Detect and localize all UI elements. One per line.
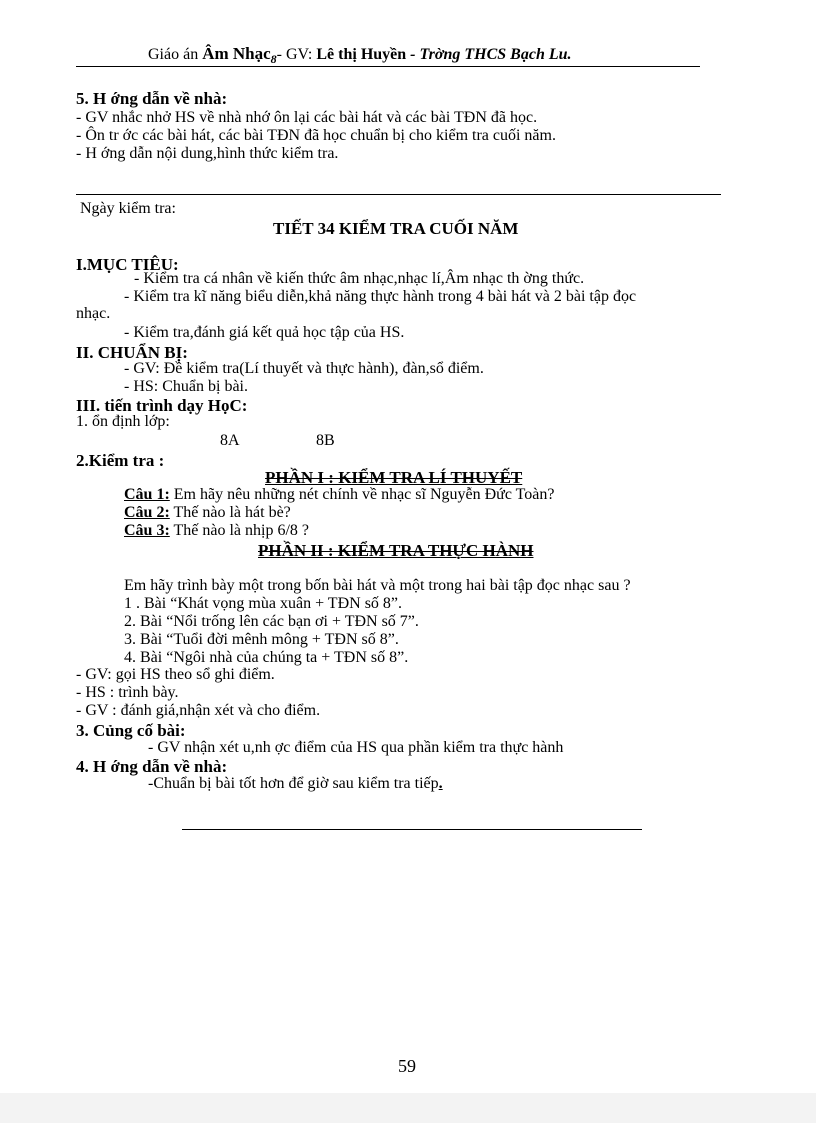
test-date-label: Ngày kiểm tra: bbox=[80, 200, 176, 217]
question-text: Thế nào là hát bè? bbox=[169, 504, 291, 521]
consolidation-text: - GV nhận xét u,nh ợc điểm của HS qua phần kiểm tra thực hành bbox=[148, 739, 564, 756]
step-check: 2.Kiểm tra : bbox=[76, 451, 165, 470]
question-3 bbox=[124, 523, 309, 539]
song-item: 2. Bài “Nổi trống lên các bạn ơi + TĐN số 7”. bbox=[124, 613, 419, 630]
question-label: Câu 1: bbox=[124, 486, 170, 503]
step-stabilize-label: 1. ổn định lớp: bbox=[76, 413, 170, 430]
question-text: Thế nào là nhịp 6/8 ? bbox=[169, 522, 310, 539]
prev-homework-line: - Ôn tr ớc các bài hát, các bài TĐN đã học chuẩn bị cho kiểm tra cuối năm. bbox=[76, 127, 556, 144]
question-label: Câu 3: bbox=[124, 522, 170, 539]
header-grade: 8 bbox=[270, 52, 277, 66]
question-text: Em hãy nêu những nét chính về nhạc sĩ Nguyễn Đức Toàn? bbox=[169, 486, 555, 503]
section-divider bbox=[76, 194, 721, 195]
activity-step: - HS : trình bày. bbox=[76, 684, 179, 701]
header-prefix: Giáo án bbox=[148, 46, 203, 63]
header-teacher: Lê thị Huyền bbox=[316, 46, 407, 63]
page-number: 59 bbox=[398, 1056, 416, 1076]
prev-homework-line: - H ớng dẫn nội dung,hình thức kiểm tra. bbox=[76, 145, 339, 162]
header-gv-label: - GV: bbox=[276, 46, 317, 63]
part2-title: PHẦN II : KIỂM TRA THỰC HÀNH bbox=[258, 541, 534, 560]
page-bottom-band bbox=[0, 1093, 816, 1123]
activity-step: - GV: gọi HS theo sổ ghi điểm. bbox=[76, 666, 275, 683]
question-label: Câu 2: bbox=[124, 504, 170, 521]
process-heading: III. tiến trình dạy HọC: bbox=[76, 396, 248, 415]
homework-heading: 4. H ớng dẫn về nhà: bbox=[76, 757, 228, 776]
song-item: 1 . Bài “Khát vọng mùa xuân + TĐN số 8”. bbox=[124, 595, 403, 612]
homework-end-mark: . bbox=[438, 775, 443, 792]
part2-intro: Em hãy trình bày một trong bốn bài hát và một trong hai bài tập đọc nhạc sau ? bbox=[124, 577, 631, 594]
step-stabilize bbox=[76, 414, 170, 430]
end-rule bbox=[182, 829, 642, 830]
question-2 bbox=[124, 505, 291, 521]
preparation-heading: II. CHUẨN BỊ: bbox=[76, 343, 188, 362]
question-1 bbox=[124, 487, 555, 503]
header-rule bbox=[76, 66, 700, 67]
objective-line: nhạc. bbox=[76, 305, 111, 322]
lesson-title: TIẾT 34 KIỂM TRA CUỐI NĂM bbox=[273, 219, 519, 238]
consolidation-heading: 3. Củng cố bài: bbox=[76, 721, 186, 740]
objective-line: - Kiểm tra cá nhân về kiến thức âm nhạc,nhạc lí,Âm nhạc th ờng thức. bbox=[134, 270, 585, 287]
page-header bbox=[148, 44, 572, 66]
header-school: - Trờng THCS Bạch Lu. bbox=[406, 46, 572, 63]
objective-line: - Kiểm tra kĩ năng biểu diễn,khả năng thực hành trong 4 bài hát và 2 bài tập đọc bbox=[124, 288, 637, 305]
part1-title: PHẦN I : KIỂM TRA LÍ THUYẾT bbox=[265, 468, 523, 487]
class-8b: 8B bbox=[316, 432, 335, 449]
activity-step: - GV : đánh giá,nhận xét và cho điểm. bbox=[76, 702, 321, 719]
homework-text bbox=[148, 776, 443, 792]
class-8a: 8A bbox=[220, 432, 240, 449]
preparation-item: - GV: Đề kiểm tra(Lí thuyết và thực hành), đàn,sổ điểm. bbox=[124, 360, 484, 377]
preparation-item: - HS: Chuẩn bị bài. bbox=[124, 378, 248, 395]
song-item: 3. Bài “Tuổi đời mênh mông + TĐN số 8”. bbox=[124, 631, 399, 648]
objectives-heading: I.MỤC TIÊU: bbox=[76, 255, 179, 274]
objective-line: - Kiểm tra,đánh giá kết quả học tập của HS. bbox=[124, 324, 405, 341]
prev-homework-line: - GV nhắc nhở HS về nhà nhớ ôn lại các bài hát và các bài TĐN đã học. bbox=[76, 109, 538, 126]
song-item: 4. Bài “Ngôi nhà của chúng ta + TĐN số 8”. bbox=[124, 649, 409, 666]
homework-text-body: -Chuẩn bị bài tốt hơn để giờ sau kiểm tra tiếp bbox=[148, 775, 439, 792]
prev-homework-heading: 5. H ớng dẫn về nhà: bbox=[76, 89, 228, 108]
header-subject: Âm Nhạc bbox=[202, 44, 271, 63]
